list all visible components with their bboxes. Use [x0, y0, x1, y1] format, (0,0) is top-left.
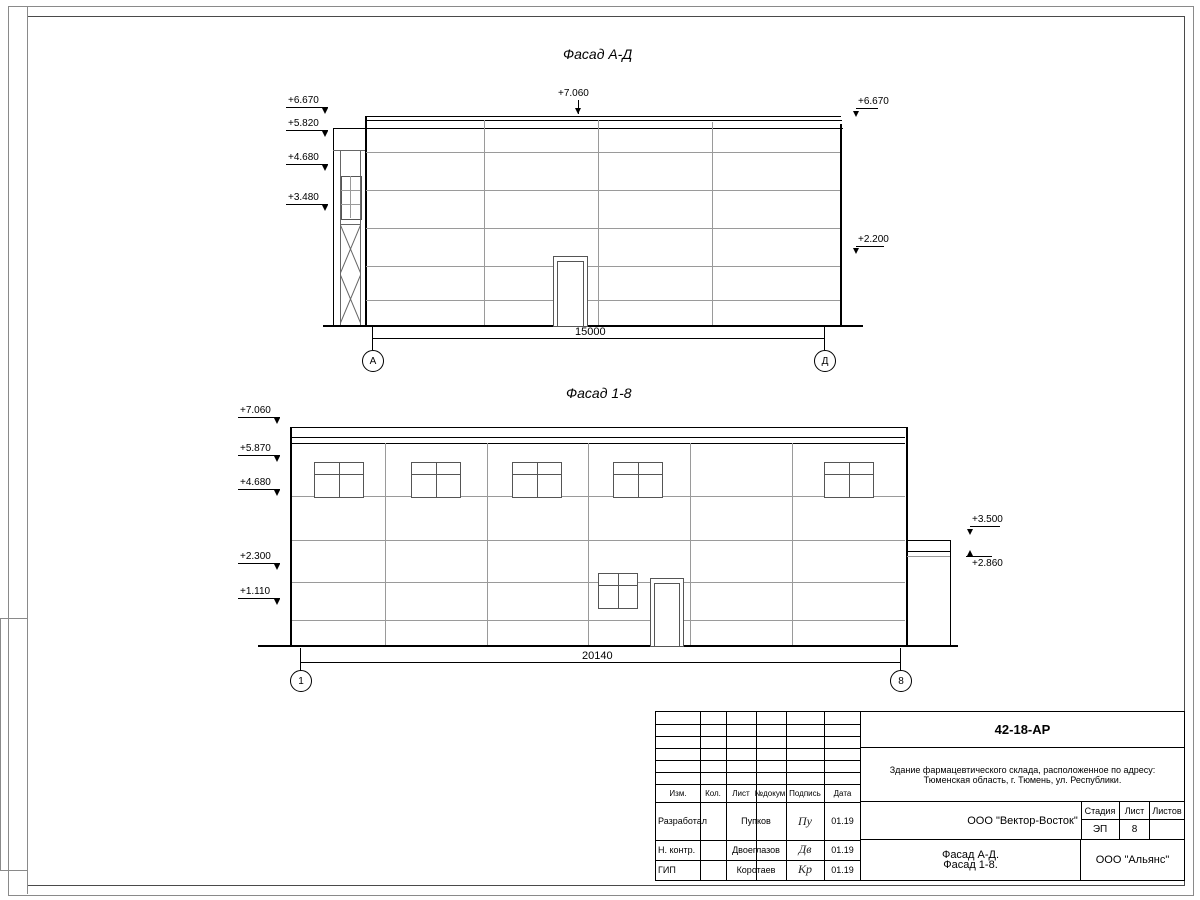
e18-lower-window — [598, 573, 638, 609]
stage-value-1: 8 — [1120, 820, 1150, 840]
e18-level-label-right: +3.500 — [972, 514, 1003, 525]
e18-right-wall — [906, 427, 908, 645]
role-name-1: Двоеглазов — [732, 845, 780, 855]
ad-bracing-icon — [340, 224, 361, 325]
e18-level-label-right: +2.860 — [972, 558, 1003, 569]
ad-level-top-arrow — [575, 108, 581, 114]
revision-header-5: Дата — [833, 788, 852, 798]
e18-window — [824, 462, 874, 498]
role-date-0: 01.19 — [831, 816, 854, 826]
e18-entrance-door-leaf — [654, 583, 680, 647]
e18-annex-roof-line — [906, 551, 950, 552]
ad-stair-window-mullion — [350, 176, 351, 218]
e18-panel-joint-v — [487, 443, 488, 645]
e18-annex-roof — [906, 540, 950, 541]
ad-level-top-label: +7.060 — [558, 88, 589, 99]
ad-roof-line-2 — [365, 120, 842, 121]
e18-level-arrow-up — [967, 550, 973, 556]
sheet-left-margin-strip — [8, 6, 28, 894]
ad-roof-line — [365, 116, 841, 117]
e18-level-leader — [970, 526, 1000, 527]
revision-header-4: Подпись — [789, 788, 821, 798]
e18-panel-joint — [292, 620, 905, 621]
e18-annex-wall — [950, 540, 951, 645]
ad-level-label: +4.680 — [288, 152, 319, 163]
e18-window — [613, 462, 663, 498]
ad-level-arrow — [322, 165, 328, 171]
e18-parapet-top — [290, 427, 907, 428]
e18-level-leader — [966, 556, 992, 557]
e18-annex-joint — [907, 556, 950, 557]
stage-value-0: ЭП — [1081, 820, 1120, 840]
role-label-0: Разработал — [658, 816, 707, 826]
role-date-1: 01.19 — [831, 845, 854, 855]
ad-level-label: +6.670 — [288, 95, 319, 106]
e18-level-label: +5.870 — [240, 443, 271, 454]
e18-panel-joint — [292, 496, 905, 497]
elevation-18-title: Фасад 1-8 — [566, 385, 632, 401]
e18-level-arrow — [274, 564, 280, 570]
ad-right-wall — [840, 124, 842, 325]
ad-panel-joint — [366, 266, 840, 267]
e18-level-arrow — [274, 490, 280, 496]
ad-level-leader — [856, 108, 878, 109]
e18-dim-tick — [900, 648, 901, 672]
stage-header-1: Лист — [1120, 802, 1150, 820]
ad-entrance-door-leaf — [557, 261, 584, 327]
sheet-code: 42-18-АР — [861, 712, 1184, 748]
e18-axis-marker-left: 1 — [290, 670, 312, 692]
object-description-line2: Тюменская область, г. Тюмень, ул. Республики. — [923, 774, 1122, 785]
ad-roof-eave-line — [333, 128, 843, 129]
ad-panel-joint — [366, 300, 840, 301]
ad-dimension-label: 15000 — [575, 326, 606, 338]
margin-divider — [0, 618, 1, 870]
e18-level-arrow — [274, 418, 280, 424]
role-label-1: Н. контр. — [658, 845, 696, 855]
revision-grid-line — [656, 760, 861, 761]
role-signature-0: Пу — [798, 814, 812, 828]
ad-level-label-right: +2.200 — [858, 234, 889, 245]
revision-header-2: Лист — [732, 788, 750, 798]
role-signature-1: Дв — [798, 842, 812, 856]
ad-left-wall — [333, 128, 334, 325]
title-block — [655, 711, 1185, 881]
object-description — [861, 748, 1184, 802]
sheet-title — [861, 840, 1081, 880]
ad-panel-joint-v — [712, 122, 713, 325]
e18-ground-line — [258, 645, 958, 647]
revision-header-3: №докум. — [754, 788, 788, 798]
stage-header-2: Листов — [1150, 802, 1184, 820]
e18-parapet-line — [292, 437, 905, 438]
e18-panel-joint-v — [588, 443, 589, 645]
e18-level-label: +2.300 — [240, 551, 271, 562]
margin-tick — [0, 870, 27, 871]
revision-grid-line — [656, 736, 861, 737]
e18-level-arrow — [274, 599, 280, 605]
sheet-title-line2: Фасад 1-8. — [943, 859, 998, 871]
ad-dimension-line — [372, 338, 824, 339]
e18-panel-joint-v — [385, 443, 386, 645]
e18-level-arrow — [274, 456, 280, 462]
ad-level-arrow — [853, 248, 859, 254]
ad-level-arrow — [322, 205, 328, 211]
ad-level-arrow — [322, 131, 328, 137]
role-date-2: 01.19 — [831, 865, 854, 875]
margin-tick — [0, 618, 27, 619]
e18-level-label: +7.060 — [240, 405, 271, 416]
ad-axis-marker-left: А — [362, 350, 384, 372]
ad-level-label: +5.820 — [288, 118, 319, 129]
e18-window — [411, 462, 461, 498]
role-name-0: Пупков — [741, 816, 771, 826]
e18-window — [314, 462, 364, 498]
role-signature-2: Кр — [798, 862, 812, 876]
ad-panel-joint-v — [484, 120, 485, 325]
e18-level-label: +4.680 — [240, 477, 271, 488]
e18-panel-joint-v — [690, 443, 691, 645]
ad-level-leader — [856, 246, 884, 247]
ad-panel-joint-v — [598, 120, 599, 325]
e18-panel-joint-v — [792, 443, 793, 645]
ad-stair-landing — [333, 150, 365, 151]
e18-dimension-line — [300, 662, 900, 663]
role-label-2: ГИП — [658, 865, 676, 875]
stage-value-2 — [1150, 820, 1184, 840]
e18-level-arrow — [967, 529, 973, 535]
e18-dim-tick — [300, 648, 301, 672]
stage-header-0: Стадия — [1081, 802, 1120, 820]
object-description-line1: Здание фармацевтического склада, расположенное по адресу: — [889, 764, 1156, 775]
ad-panel-joint — [366, 228, 840, 229]
sheet-title-line1: Фасад А-Д. — [941, 849, 1000, 861]
revision-grid-line — [656, 748, 861, 749]
ad-axis-marker-right: Д — [814, 350, 836, 372]
e18-panel-joint — [292, 540, 905, 541]
elevation-ad-title: Фасад А-Д — [563, 46, 633, 62]
e18-left-wall — [290, 427, 292, 645]
e18-roof-line — [292, 443, 905, 444]
e18-window — [512, 462, 562, 498]
ad-level-arrow — [853, 111, 859, 117]
ad-level-label: +3.480 — [288, 192, 319, 203]
ad-level-arrow — [322, 108, 328, 114]
e18-axis-marker-right: 8 — [890, 670, 912, 692]
revision-grid-line — [656, 772, 861, 773]
ad-left-wall-inner — [365, 116, 367, 325]
revision-header-0: Изм. — [669, 788, 687, 798]
ad-axis-leader — [372, 338, 373, 350]
ad-stair-window — [341, 176, 362, 220]
role-name-2: Коротаев — [736, 865, 776, 875]
ad-level-label-right: +6.670 — [858, 96, 889, 107]
ad-panel-joint — [366, 152, 840, 153]
ad-panel-joint — [366, 190, 840, 191]
e18-level-label: +1.110 — [240, 586, 271, 597]
revision-grid-line — [656, 724, 861, 725]
revision-header-1: Кол. — [705, 788, 721, 798]
client-organisation: ООО "Альянс" — [1095, 854, 1170, 866]
ad-axis-leader — [824, 338, 825, 350]
designer-organisation: ООО "Вектор-Восток" — [861, 802, 1184, 840]
e18-dimension-label: 20140 — [582, 650, 613, 662]
